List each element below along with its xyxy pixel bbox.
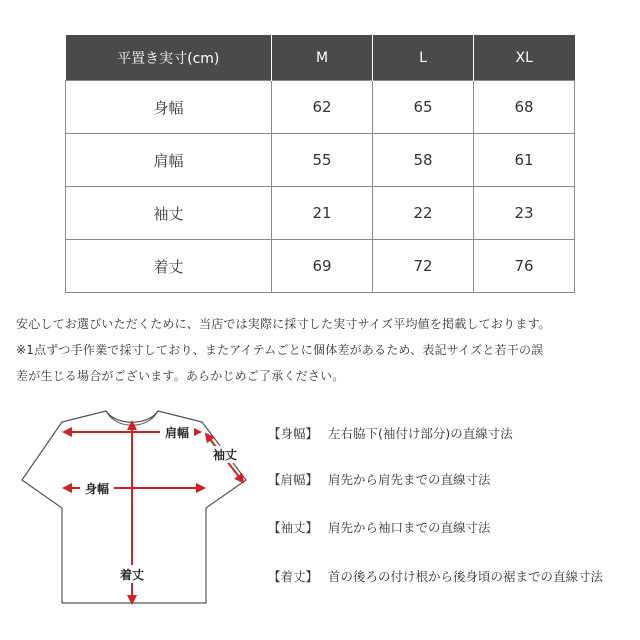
table-row [66,240,575,293]
cell-value: 22 [373,187,474,240]
table-header-row [66,35,575,81]
legend-key: 【肩幅】 [268,472,319,487]
legend-key: 【身幅】 [268,426,319,441]
sleeve-label: 袖丈 [212,448,238,462]
legend-key: 【袖丈】 [268,520,319,535]
row-label: 袖丈 [66,187,272,240]
legend-item [268,424,513,442]
row-label: 肩幅 [66,134,272,187]
legend-text: 肩先から袖口までの直線寸法 [328,520,491,535]
note-line: ※1点ずつ手作業で採寸しており、またアイテムごとに個体差があるため、表記サイズと若干の誤 [16,343,544,357]
cell-value: 61 [474,134,575,187]
cell-value: 65 [373,81,474,134]
row-label: 着丈 [66,240,272,293]
size-table [65,35,575,293]
legend-item [268,567,603,585]
cell-value: 62 [272,81,373,134]
cell-value: 23 [474,187,575,240]
cell-value: 55 [272,134,373,187]
cell-value: 72 [373,240,474,293]
measurement-note [16,311,631,389]
header-cell-l: L [373,35,474,81]
table-row [66,134,575,187]
legend-text: 肩先から肩先までの直線寸法 [328,472,491,487]
header-cell-m: M [272,35,373,81]
length-label: 着丈 [119,568,145,582]
legend-key: 【着丈】 [268,569,319,584]
table-row [66,187,575,240]
table-row [66,81,575,134]
cell-value: 69 [272,240,373,293]
cell-value: 76 [474,240,575,293]
tshirt-diagram [10,400,260,615]
header-cell-xl: XL [474,35,575,81]
shoulder-label: 肩幅 [164,426,190,440]
chest-label: 身幅 [84,482,110,496]
legend-text: 首の後ろの付け根から後身頃の裾までの直線寸法 [328,569,604,584]
cell-value: 58 [373,134,474,187]
legend-item [268,470,491,488]
note-line: 差が生じる場合がございます。あらかじめご了承ください。 [16,369,345,383]
cell-value: 21 [272,187,373,240]
row-label: 身幅 [66,81,272,134]
cell-value: 68 [474,81,575,134]
legend-text: 左右脇下(袖付け部分)の直線寸法 [328,426,513,441]
legend-item [268,518,491,536]
header-cell-label: 平置き実寸(cm) [66,35,272,81]
note-line: 安心してお選びいただくために、当店では実際に採寸した実寸サイズ平均値を掲載しております。 [16,317,551,331]
